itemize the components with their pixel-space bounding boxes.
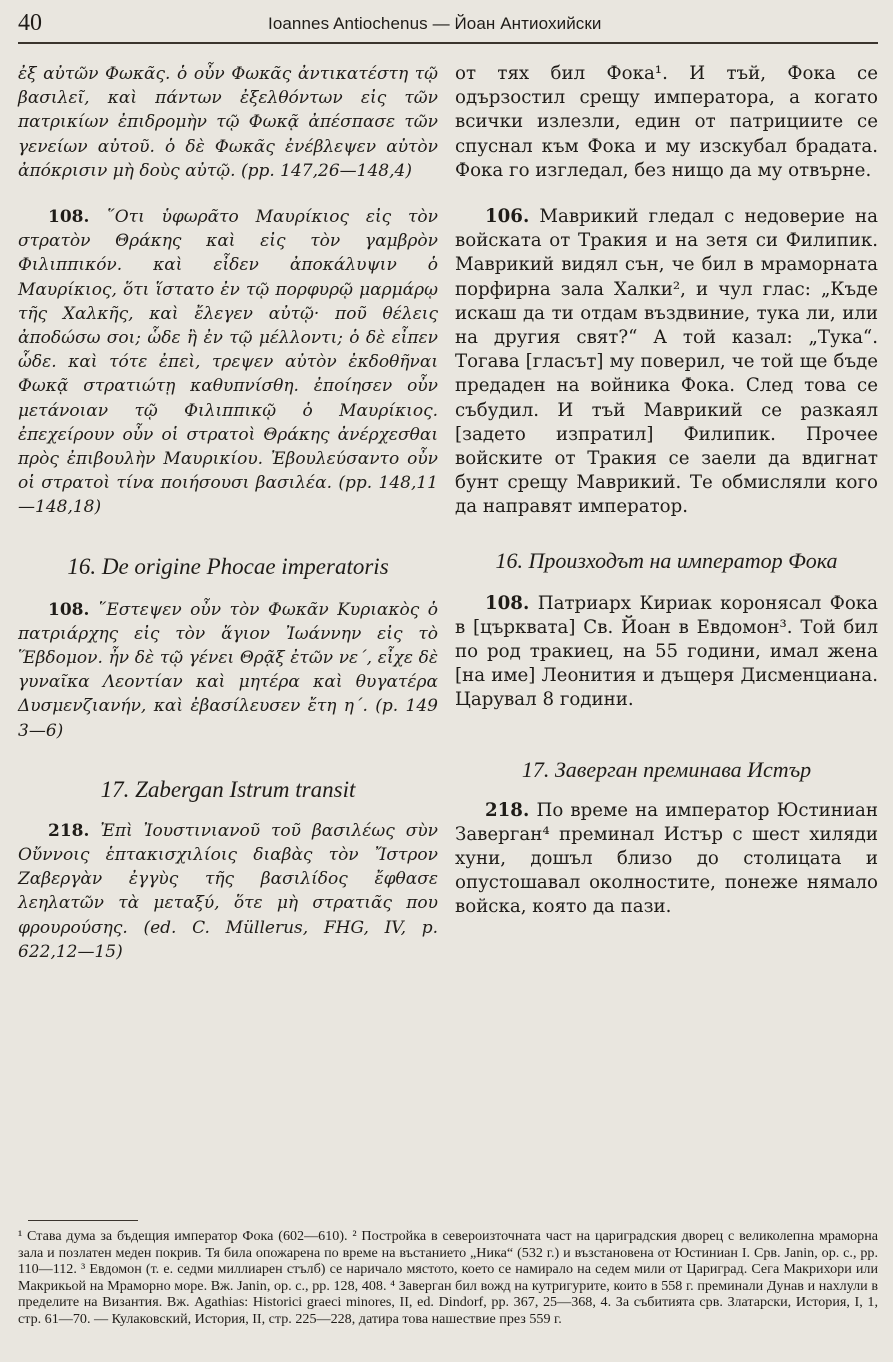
- paragraph-number: 106.: [485, 206, 530, 228]
- paragraph-number: 108.: [48, 207, 90, 228]
- bulgarian-paragraph-intro: от тях бил Фока¹. И тъй, Фока се одързостил срещу императора, а когато всички излезли, един от патрициите се спуснал към Фока и му изскубал брадата. Фока го изгледал, без нищо да му отвърне.: [455, 63, 878, 181]
- paragraph-text: Патриарх Кириак коронясал Фока в [църквата] Св. Йоан в Евдомон³. Той бил по род тракиец, на 55 години, имал жена [на име] Леонития и дъщеря Дисменциана. Царувал 8 години.: [455, 592, 878, 711]
- header-rule: [18, 42, 878, 44]
- running-head: Ioannes Antiochenus — Йоан Антиохийски: [268, 14, 602, 33]
- bulgarian-column: [455, 62, 878, 920]
- paragraph-number: 108.: [48, 599, 90, 620]
- footnote-rule: [28, 1220, 138, 1221]
- paragraph-number: 218.: [485, 799, 530, 821]
- bulgarian-paragraph-108: [455, 592, 878, 713]
- section-heading-16-bulgarian: 16. Произходът на император Фока: [495, 547, 838, 573]
- greek-paragraph-intro: ἐξ αὐτῶν Φωκᾶς. ὁ οὖν Φωκᾶς ἀντικατέστη τῷ βασιλεῖ, καὶ πάντων ἐξελθόντων εἰς τῶν πατρικίων ἐπιδρομὴν τῷ Φωκᾷ ἀπέσπασε τῶν γενείων αὐτοῦ. ὁ δὲ Φωκᾶς ἐνέβλεψεν αὐτὸν ἀπόκρισιν μὴ δοὺς αὐτῷ. (pp. 147,26—148,4): [18, 64, 438, 181]
- section-heading-16-latin: 16. De origine Phocae imperatoris: [67, 553, 389, 579]
- greek-paragraph-108: [18, 205, 438, 520]
- greek-paragraph-108b: [18, 598, 438, 743]
- paragraph-text: Маврикий гледал с недоверие на войската от Тракия и на зетя си Филипик. Маврикий видял сън, че бил в мраморната порфирна зала Халки², и чул глас: „Къде искаш да ти отдам въздвиние, тука ли, или на другия свят?“ А той казал: „Тука“. Тогава [гласът] му поверил, че той ще бъде предаден на войника Фока. След това се събудил. И тъй Маврикий се разкаял [задето изпратил] Филипик. Прочее войските от Тракия се заели да вдигнат бунт срещу Маврикий. Те обмисляли кого да направят император.: [455, 206, 878, 518]
- paragraph-text: Ἐπὶ Ἰουστινιανοῦ τοῦ βασιλέως σὺν Οὔννοις ἑπτακισχιλίοις διαβὰς τὸν Ἴστρον Ζαβεργὰν ἐγγὺς τῆς βασιλίδος ἔφθασε λεηλατῶν τὰ μεταξύ, ὅτε μὴ στρατιᾶς που φρουρούσης. (ed. C. Müllerus, FHG, IV, p. 622,12—15): [18, 820, 439, 962]
- greek-column: [18, 62, 438, 964]
- page-number: 40: [18, 10, 42, 36]
- bulgarian-paragraph-106: [455, 205, 878, 520]
- paragraph-number: 218.: [48, 820, 90, 841]
- bulgarian-paragraph-218: [455, 799, 878, 920]
- paragraph-text: ῞Εστεψεν οὖν τὸν Φωκᾶν Κυριακὸς ὁ πατριάρχης εἰς τὸν ἅγιον Ἰωάννην εἰς τὸ Ἕβδομον. ἦν δὲ τῷ γένει Θρᾷξ ἐτῶν νε΄, εἶχε δὲ γυναῖκα Λεοντίαν καὶ μητέρα καὶ θυγατέρα Δυσμενζιανήν, καὶ ἐβασίλευσεν ἔτη η΄. (p. 149 3—6): [18, 599, 438, 741]
- section-heading-17-latin: 17. Zabergan Istrum transit: [100, 776, 356, 802]
- page-header: [18, 8, 878, 38]
- paragraph-text: ῞Οτι ὑφωρᾶτο Μαυρίκιος εἰς τὸν στρατὸν Θράκης καὶ εἰς τὸν γαμβρὸν Φιλιππικόν. καὶ εἶδεν ἀποκάλυψιν ὁ Μαυρίκιος, ὅτι ἵστατο ἐν τῷ πορφυρῷ μαρμάρῳ τῆς Χαλκῆς, καὶ ἔλεγεν αὐτῷ· ποῦ θέλεις ἀποδώσω σοι; ὧδε ἢ ἐν τῷ μέλλοντι; ὁ δὲ εἶπεν ὧδε. καὶ τότε ἐπεὶ, τρεψεν αὐτὸν ἐκδοθῆναι Φωκᾷ στρατιώτῃ καθυπνίσθη. ἐποίησεν οὖν μετάνοιαν τῷ Φιλιππικῷ ὁ Μαυρίκιος. ἐπεχείρουν οὖν οἱ στρατοὶ Θράκης ἀνέρχεσθαι πρὸς ἐπιβουλὴν Μαυρικίου. Ἐβουλεύσαντο οὖν οἱ στρατοὶ τίνα ποιήσουσι βασιλέα. (pp. 148,11—148,18): [18, 207, 438, 518]
- section-heading-17-bulgarian: 17. Заверган преминава Истър: [521, 756, 812, 782]
- greek-paragraph-218: [18, 819, 438, 964]
- footnotes-text: ¹ Става дума за бъдещия император Фока (602—610). ² Постройка в североизточната част на цариградския дворец с великолепна мраморна зала и позлатен меден покрив. Тя била опожарена по време на въстанието „Ника“ (532 г.) и възстановена от Юстиниан I. Срв. Janin, op. c., pp. 110—112. ³ Евдомон (т. е. седми миллиарен стълб) се наричало мястото, което се намирало на седем мили от Цариград. Сега Макрихори или Макрикьой на Мраморно море. Вж. Janin, op. c., pp. 128, 408. ⁴ Заверган бил вожд на кутригурите, които в 558 г. преминали Дунав и нахлули в пределите на Византия. Вж. Agathias: Historici graeci minores, II, ed. Dindorf, pp. 367, 25—368, 4. За събитията срв. Златарски, История, I, 1, стр. 61—70. — Кулаковский, История, II, стр. 225—228, датира това нашествие през 559 г.: [18, 1228, 878, 1327]
- paragraph-text: По време на император Юстиниан Заверган⁴ преминал Истър с шест хиляди хуни, дошъл близо до столицата и опустошавал околностите, понеже нямало войска, която да пази.: [455, 799, 878, 918]
- paragraph-number: 108.: [485, 592, 530, 614]
- footnotes: [18, 1228, 878, 1327]
